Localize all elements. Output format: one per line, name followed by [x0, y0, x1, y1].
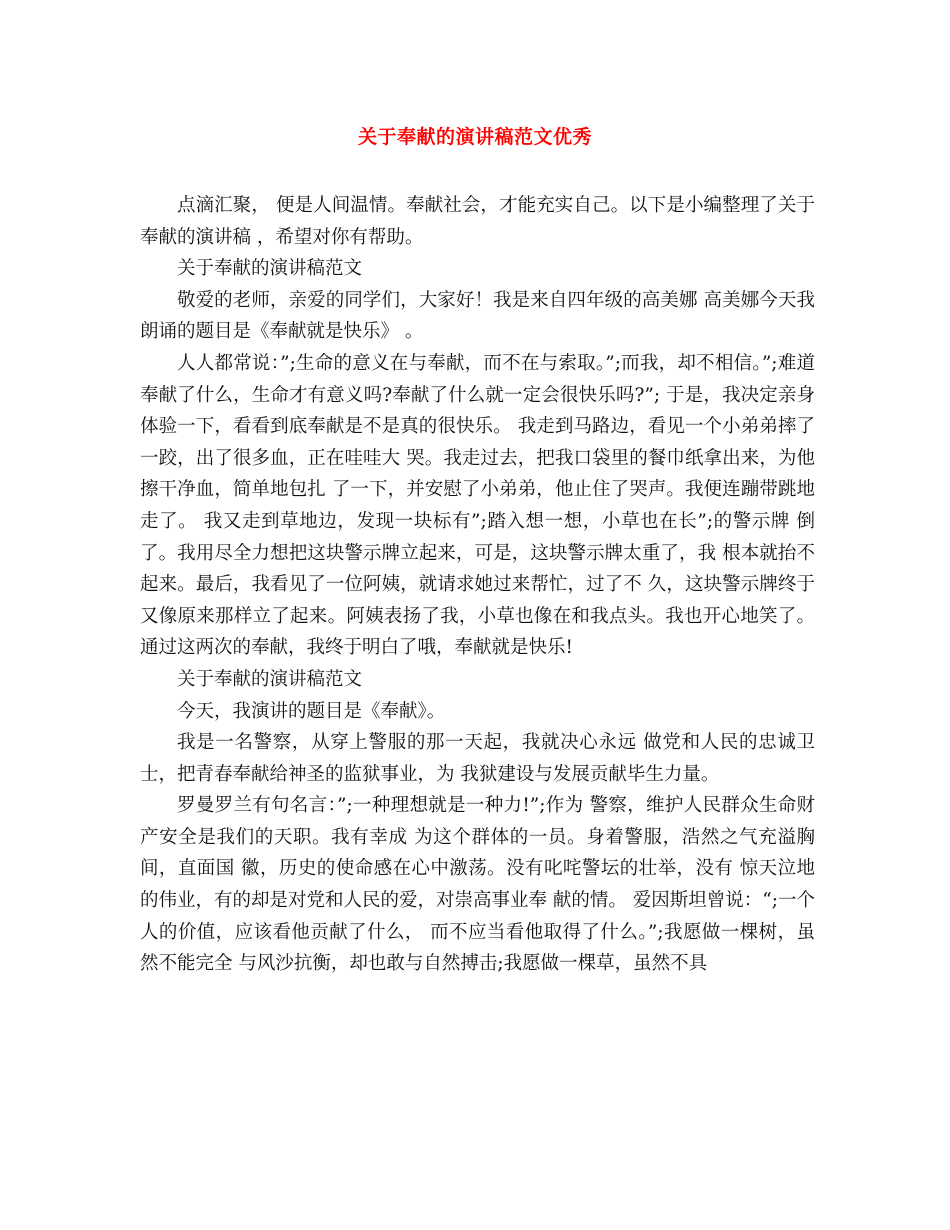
body-paragraph: 今天，我演讲的题目是《奉献》。: [177, 700, 446, 722]
section-heading: 关于奉献的演讲稿范文: [177, 668, 363, 690]
intro-paragraph: 点滴汇聚， 便是人间温情。奉献社会，才能充实自己。以下是小编整理了关于奉献的演讲稿 ，希望对你有帮助。: [140, 195, 815, 248]
body-paragraph: 罗曼罗兰有句名言：”;一种理想就是一种力!”;作为 警察，维护人民群众生命财产安全是我们的天职。我有幸成 为这个群体的一员。身着警服，浩然之气充溢胸间，直面国 徽，历史的使命感在心中激荡。没有叱咤警坛的壮举，没有 惊天泣地的伟业，有的却是对党和人民的爱，对崇高事业奉 献的情。 爱因斯坦曾说：“;一个人的价值，应该看他贡献了什么， 而不应当看他取得了什么。”;我愿做一棵树，虽然不能完全 与风沙抗衡，却也敢与自然搏击;我愿做一棵草，虽然不具: [140, 795, 815, 975]
section-heading: 关于奉献的演讲稿范文: [177, 258, 363, 280]
body-paragraph: 人人都常说：”;生命的意义在与奉献，而不在与索取。”;而我，却不相信。”;难道奉献了什么，生命才有意义吗?奉献了什么就一定会很快乐吗?”; 于是，我决定亲身体验一下，看看到底奉献是不是真的很快乐。 我走到马路边，看见一个小弟弟摔了一跤，出了很多血，正在哇哇大 哭。我走过去，把我口袋里的餐巾纸拿出来，为他擦干净血，简单地包扎 了一下，并安慰了小弟弟，他止住了哭声。我便连蹦带跳地走了。 我又走到草地边，发现一块标有”;踏入想一想，小草也在长”;的警示牌 倒了。我用尽全力想把这块警示牌立起来，可是，这块警示牌太重了，我 根本就抬不起来。最后，我看见了一位阿姨，就请求她过来帮忙，过了不 久，这块警示牌终于又像原来那样立了起来。阿姨表扬了我，小草也像在和我点头。我也开心地笑了。 通过这两次的奉献，我终于明白了哦，奉献就是快乐!: [140, 352, 815, 659]
document-title: 关于奉献的演讲稿范文优秀: [357, 126, 592, 148]
document-body: [140, 190, 815, 980]
body-paragraph: 敬爱的老师，亲爱的同学们，大家好！我是来自四年级的高美娜 高美娜今天我朗诵的题目是《奉献就是快乐》 。: [140, 289, 815, 343]
body-paragraph: 我是一名警察，从穿上警服的那一天起，我就决心永远 做党和人民的忠诚卫士，把青春奉献给神圣的监狱事业，为 我狱建设与发展贡献毕生力量。: [140, 732, 815, 785]
